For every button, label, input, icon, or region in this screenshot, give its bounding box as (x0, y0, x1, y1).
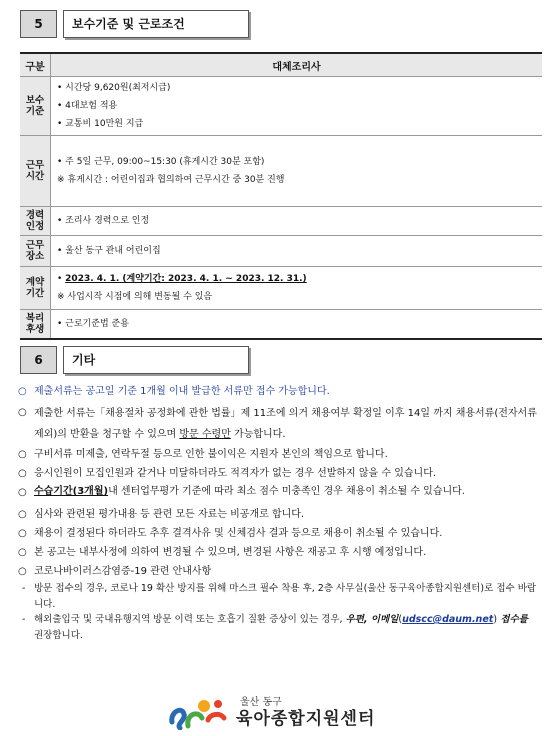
line: • 조리사 경력으로 인정 (57, 216, 150, 226)
list-item (18, 464, 538, 483)
col-role-header: 대체조리사 (51, 53, 543, 77)
table-header-row (20, 53, 542, 77)
row-content (51, 207, 543, 236)
section-number: 5 (20, 10, 57, 38)
line: • 주 5일 근무, 09:00~15:30 (휴게시간 30분 포함) (57, 157, 265, 167)
dash-bullet: - (22, 614, 26, 625)
note-part: 제출한 서류는「채용절차 공정화에 관한 법률」제 11조에 의거 채용여부 확정일 이후 14일 까지 채용서류(전자서류 제외)의 반환을 청구할 수 있으며 (34, 408, 537, 440)
section-5-heading (20, 10, 249, 40)
row-content (51, 136, 543, 207)
list-item (18, 445, 538, 464)
note-emphasis: 우편, 이메일 (345, 614, 399, 625)
contract-period: 2023. 4. 1. (계약기간: 2023. 4. 1. ~ 2023. 12. 31.) (65, 274, 307, 284)
row-content (51, 77, 543, 136)
row-content (51, 310, 543, 340)
dash-bullet: - (22, 583, 26, 594)
sub-list-item (18, 612, 538, 643)
row-category: 복리 후생 (20, 310, 51, 340)
line: • 교통비 10만원 지급 (57, 119, 144, 129)
line: • 울산 동구 관내 어린이집 (57, 246, 161, 256)
note-text (34, 483, 538, 502)
note-part: 내 센터업무평가 기준에 따라 최소 점수 미충족인 경우 채용이 취소될 수 있습니다. (108, 486, 465, 497)
note-emphasis: 방문 수령만 (179, 429, 231, 440)
logo-text (236, 697, 375, 729)
note-text: 제출서류는 공고일 기준 1개월 이내 발급한 서류만 접수 가능합니다. (34, 386, 330, 397)
list-item (18, 505, 538, 524)
circle-bullet-icon: ○ (18, 566, 27, 577)
sub-list-item (18, 581, 538, 612)
table-row (20, 310, 542, 340)
circle-bullet-icon: ○ (18, 386, 27, 397)
row-content (51, 267, 543, 310)
circle-bullet-icon: ○ (18, 547, 27, 558)
line: • 근로기준법 준용 (57, 319, 129, 329)
row-category: 근무 시간 (20, 136, 51, 207)
circle-bullet-icon: ○ (18, 407, 27, 418)
line (57, 270, 536, 288)
row-category: 근무 장소 (20, 236, 51, 267)
circle-bullet-icon: ○ (18, 509, 27, 520)
circle-bullet-icon: ○ (18, 487, 27, 498)
note-text (34, 403, 538, 445)
bullet: • (57, 274, 66, 284)
row-category: 보수 기준 (20, 77, 51, 136)
line: ※ 휴게시간 : 어린이집과 협의하여 근무시간 중 30분 진행 (57, 175, 285, 185)
center-logo-icon (168, 696, 230, 730)
table-row (20, 77, 542, 136)
section-number: 6 (20, 346, 57, 374)
logo-subtitle: 울산 동구 (240, 697, 282, 708)
table-row (20, 207, 542, 236)
note-text: 본 공고는 내부사정에 의하여 변경될 수 있으며, 변경된 사항은 재공고 후 시행 예정입니다. (34, 547, 427, 558)
line: • 시간당 9,620원(최저시급) (57, 83, 171, 93)
line: • 4대보험 적용 (57, 101, 118, 111)
note-text: 구비서류 미제출, 연락두절 등으로 인한 불이익은 지원자 본인의 책임으로 합니다. (34, 449, 388, 460)
list-item (18, 382, 538, 401)
note-text: 채용이 결정된다 하더라도 추후 결격사유 및 신체검사 결과 등으로 채용이 취소될 수 있습니다. (34, 528, 443, 539)
row-category: 경력 인정 (20, 207, 51, 236)
list-item (18, 403, 538, 445)
table-row (20, 236, 542, 267)
row-content (51, 236, 543, 267)
table-row (20, 267, 542, 310)
list-item (18, 524, 538, 543)
note-part: 가능합니다. (230, 429, 286, 440)
section-title: 기타 (63, 346, 249, 374)
circle-bullet-icon: ○ (18, 468, 27, 479)
row-category: 계약 기간 (20, 267, 51, 310)
logo-title: 육아종합지원센터 (236, 709, 376, 729)
table-row (20, 136, 542, 207)
note-emphasis: 수습기간(3개월) (34, 486, 109, 497)
note-text: 응시인원이 모집인원과 같거나 미달하더라도 적격자가 없는 경우 선발하지 않을 수 있습니다. (34, 468, 437, 479)
circle-bullet-icon: ○ (18, 449, 27, 460)
circle-bullet-icon: ○ (18, 528, 27, 539)
conditions-table (20, 52, 542, 340)
line: ※ 사업시작 시점에 의해 변동될 수 있음 (57, 292, 213, 302)
list-item (18, 543, 538, 562)
list-item (18, 562, 538, 581)
note-part: 해외출입국 및 국내유행지역 방문 이력 또는 호흡기 질환 증상이 있는 경우, (34, 614, 346, 625)
section-6-heading (20, 346, 249, 376)
note-text: 해외출입국 및 국내유행지역 방문 이력 또는 호흡기 질환 증상이 있는 경우, 우편, 이메일(udscc@daum.net) 접수를 권장합니다. (34, 614, 528, 641)
note-part: 권장합니다. (34, 629, 83, 641)
note-emphasis: 접수를 (497, 614, 528, 625)
col-category-header: 구분 (20, 53, 51, 77)
note-text: 코로나바이러스감염증-19 관련 안내사항 (34, 566, 212, 577)
center-logo (168, 694, 398, 732)
note-text: 심사와 관련된 평가내용 등 관련 모든 자료는 비공개로 합니다. (34, 509, 305, 520)
note-text: 방문 접수의 경우, 코로나 19 확산 방지를 위해 마스크 필수 착용 후, 2층 사무실(울산 동구육아종합지원센터)로 접수 바랍니다. (34, 583, 537, 610)
notes-list (18, 382, 538, 643)
list-item (18, 483, 538, 502)
section-title: 보수기준 및 근로조건 (63, 10, 249, 38)
email-link[interactable]: udscc@daum.net (402, 614, 494, 625)
